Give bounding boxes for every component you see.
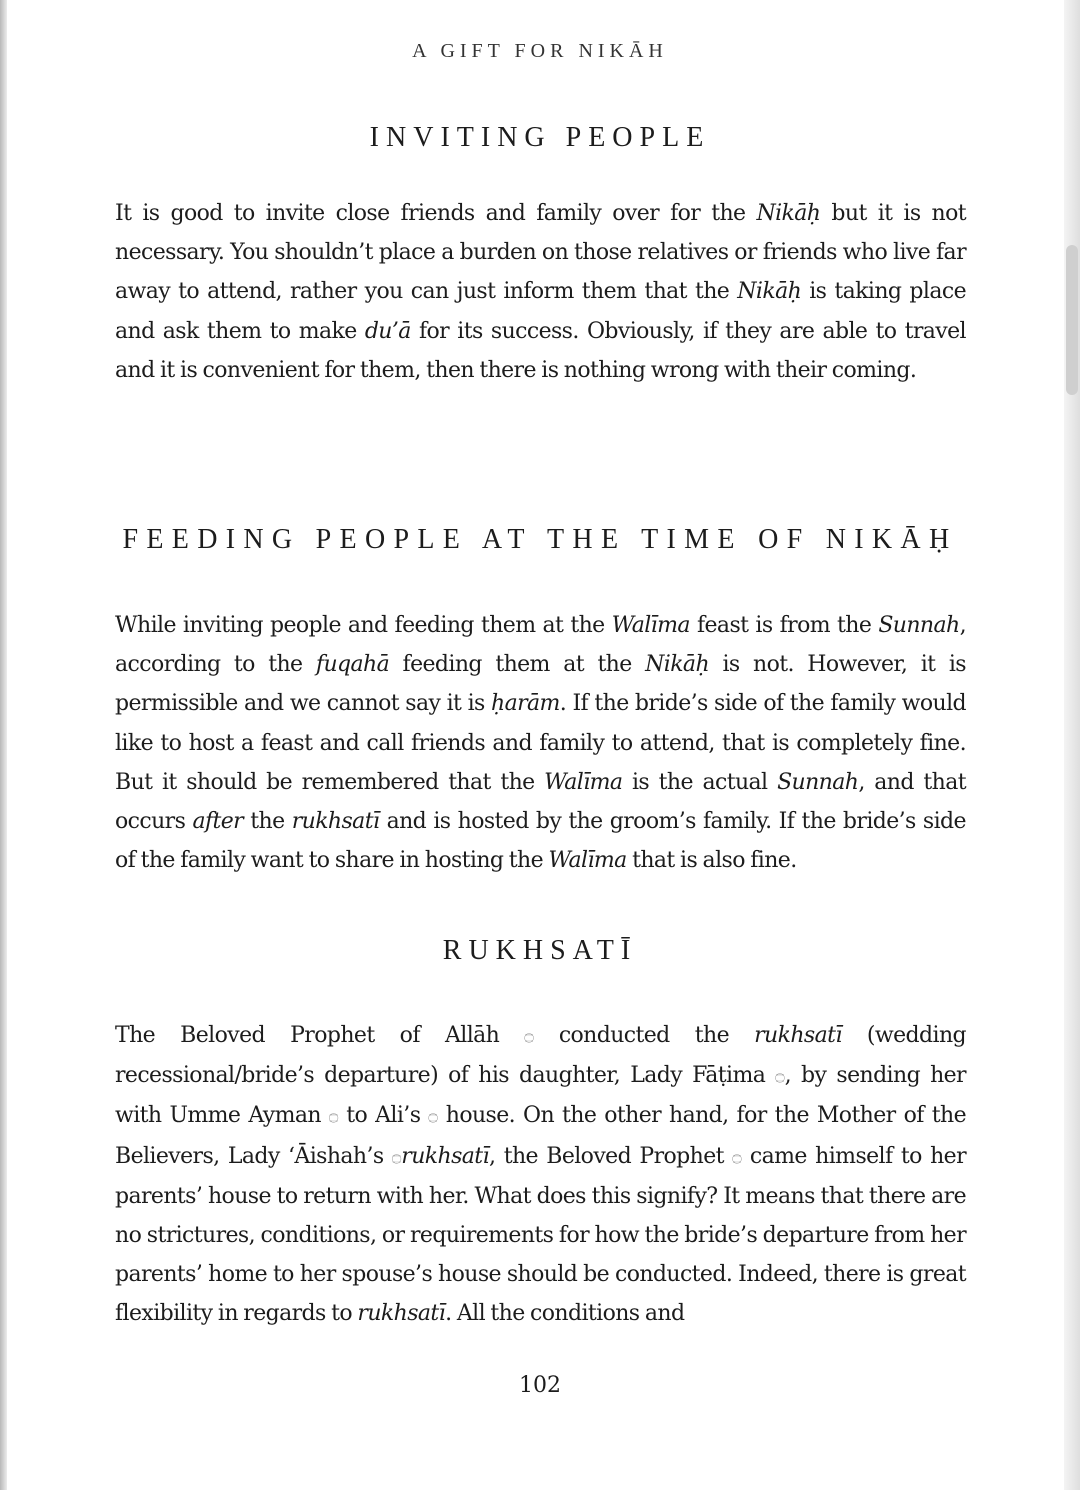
paragraph-feeding-people <box>115 606 966 880</box>
text-run: conducted the <box>533 1023 755 1048</box>
text-run: the <box>243 809 292 835</box>
text-run: and is hosted by the groom’s family. If the bride’s side of the family want to share in hosting the <box>115 809 966 874</box>
text-run: It is good to invite close friends and family over for the <box>115 201 757 226</box>
section-heading-rukhsati: RUKHSATĪ <box>442 935 638 966</box>
italic-term: Nikāḥ <box>737 279 802 305</box>
honorific-icon: ۝ <box>391 1145 402 1165</box>
italic-term: after <box>192 809 244 835</box>
text-run: (wedding recessional/bride’s departure) of his daughter, Lady Fāṭima <box>115 1023 966 1089</box>
italic-term: Walīma <box>544 769 623 795</box>
text-run: is the actual <box>622 769 778 795</box>
italic-term: rukhsatī <box>357 1301 446 1327</box>
text-run: , and that occurs <box>115 769 966 835</box>
text-run: , the Beloved Prophet <box>488 1143 733 1169</box>
text-run: house. On the other hand, for the Mother of the Believers, Lady ‘Āishah’s <box>115 1103 966 1169</box>
honorific-icon: ۝ <box>732 1145 742 1165</box>
italic-term: rukhsatī <box>401 1143 489 1169</box>
scrollbar-thumb[interactable] <box>1066 245 1078 395</box>
running-head: A GIFT FOR NIKĀH <box>412 40 668 62</box>
honorific-icon: ۝ <box>524 1025 534 1044</box>
italic-term: Sunnah <box>878 613 960 638</box>
italic-term: Nikāḥ <box>645 652 710 678</box>
text-run: , by sending her with Umme Ayman <box>115 1063 966 1129</box>
italic-term: Walīma <box>611 613 690 638</box>
paragraph-inviting-people <box>115 194 966 390</box>
section-heading-inviting-people: INVITING PEOPLE <box>369 122 711 153</box>
text-run: feeding them at the <box>389 652 646 678</box>
honorific-icon: ۝ <box>775 1065 785 1085</box>
text-run: that is also fine. <box>626 848 797 874</box>
italic-term: Nikāḥ <box>756 201 821 226</box>
text-run: is taking place and ask them to make <box>115 279 966 344</box>
italic-term: Sunnah <box>777 769 859 795</box>
text-run: . If the bride’s side of the family would like to host a feast and call friends and family to attend, that is completely fine. But it should be remembered that the <box>115 691 966 795</box>
text-run: but it is not necessary. You shouldn’t place a burden on those relatives or friends who live far away to attend, rather you can just inform them that the <box>115 201 967 305</box>
honorific-icon: ۝ <box>328 1105 339 1125</box>
text-run: . All the conditions and <box>445 1301 685 1327</box>
italic-term: ḥarām <box>491 691 560 717</box>
italic-term: fuqahā <box>315 652 390 678</box>
italic-term: rukhsatī <box>291 809 380 835</box>
text-run: feast is from the <box>689 613 879 638</box>
text-run: , according to the <box>115 613 966 678</box>
text-run: While inviting people and feeding them at the <box>115 613 612 638</box>
text-run: came himself to her parents’ house to return with her. What does this signify? It means that there are no strictures, conditions, or requirements for how the bride’s departure from her parents’ home to her spouse’s house should be conducted. Indeed, there is great flexibility in regards to <box>115 1143 966 1327</box>
paragraph-rukhsati <box>115 1016 966 1334</box>
section-heading-feeding-people: FEEDING PEOPLE AT THE TIME OF NIKĀḤ <box>122 524 958 555</box>
page-number: 102 <box>519 1373 561 1398</box>
text-run: is not. However, it is permissible and we cannot say it is <box>115 652 966 717</box>
text-run: The Beloved Prophet of Allāh <box>115 1023 525 1048</box>
italic-term: Walīma <box>548 848 627 874</box>
page-left-edge <box>0 0 7 1490</box>
text-run: for its success. Obviously, if they are able to travel and it is convenient for them, then there is nothing wrong with their coming. <box>115 318 966 383</box>
italic-term: rukhsatī <box>754 1023 842 1048</box>
italic-term: du’ā <box>364 318 411 344</box>
honorific-icon: ۝ <box>428 1105 438 1125</box>
text-run: to Ali’s <box>338 1103 429 1129</box>
scrollbar-track[interactable] <box>1064 0 1080 1490</box>
